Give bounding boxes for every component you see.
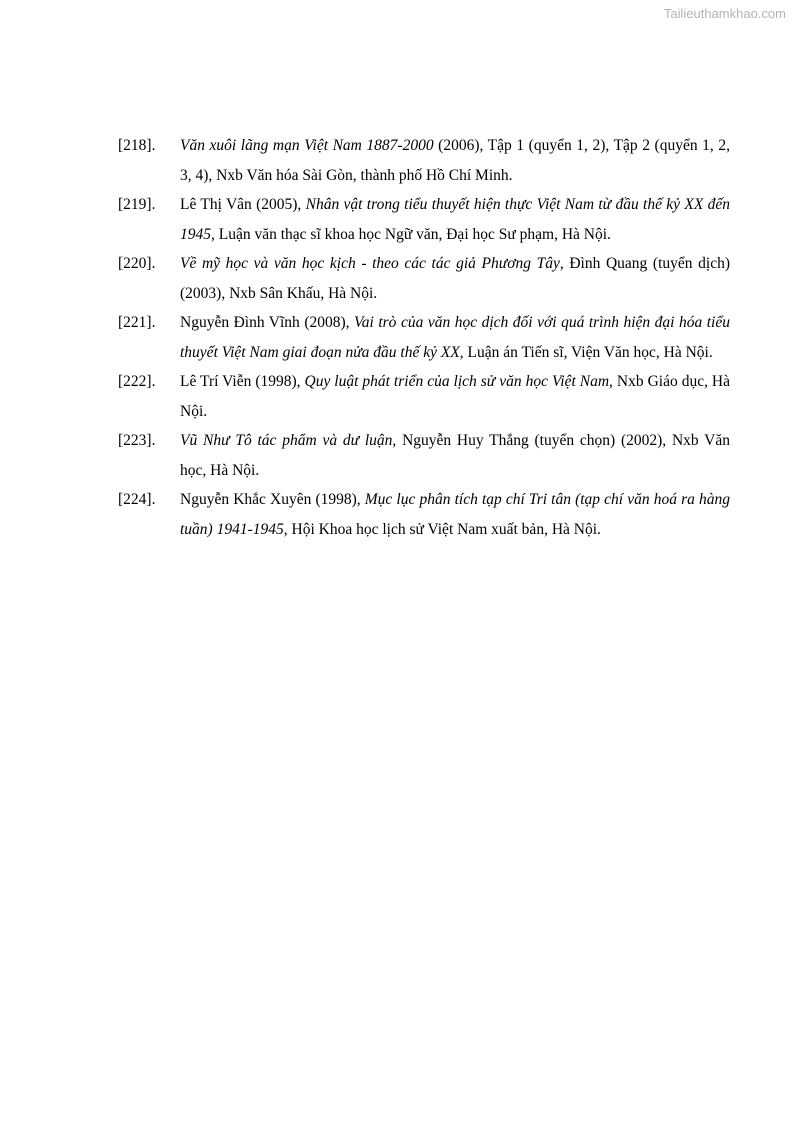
reference-text bbox=[180, 432, 730, 479]
reference-title: Về mỹ học và văn học kịch - theo các tác giả Phương Tây bbox=[180, 255, 560, 272]
reference-number: [222]. bbox=[118, 373, 156, 390]
reference-text bbox=[180, 314, 730, 361]
reference-number: [223]. bbox=[118, 432, 156, 449]
reference-title: Vai trò của văn học dịch đối với quá trình hiện đại hóa tiểu thuyết Việt Nam giai đoạn nửa đầu thế kỷ XX bbox=[180, 314, 730, 361]
reference-text bbox=[180, 137, 730, 184]
reference-number: [221]. bbox=[118, 314, 156, 331]
reference-item bbox=[118, 190, 730, 249]
watermark-text: Tailieuthamkhao.com bbox=[663, 6, 786, 21]
reference-detail: , Luận án Tiến sĩ, Viện Văn học, Hà Nội. bbox=[459, 343, 713, 361]
reference-detail: , Đình Quang (tuyển dịch) (2003), Nxb Sân Khấu, Hà Nội. bbox=[180, 255, 730, 302]
reference-detail: Lê Thị Vân (2005), bbox=[180, 196, 306, 213]
reference-item bbox=[118, 131, 730, 190]
reference-detail: , Nguyễn Huy Thắng (tuyển chọn) (2002), Nxb Văn học, Hà Nội. bbox=[180, 432, 730, 479]
reference-number: [218]. bbox=[118, 137, 156, 154]
reference-detail: (2006), Tập 1 (quyển 1, 2), Tập 2 (quyển 1, 2, 3, 4), Nxb Văn hóa Sài Gòn, thành phố Hồ Chí Minh. bbox=[180, 137, 730, 184]
reference-item bbox=[118, 426, 730, 485]
reference-item bbox=[118, 485, 730, 544]
reference-text bbox=[180, 373, 730, 420]
reference-number: [219]. bbox=[118, 196, 156, 213]
reference-list bbox=[118, 131, 730, 544]
reference-item bbox=[118, 308, 730, 367]
reference-detail: Nguyễn Đình Vĩnh (2008), bbox=[180, 314, 355, 331]
reference-title: Nhân vật trong tiểu thuyết hiện thực Việt Nam từ đầu thế kỷ XX đến 1945 bbox=[180, 196, 731, 243]
reference-detail: Lê Trí Viễn (1998), bbox=[180, 373, 305, 390]
reference-detail: , Nxb Giáo dục, Hà Nội. bbox=[180, 373, 730, 420]
reference-number: [220]. bbox=[118, 255, 156, 272]
reference-text bbox=[180, 491, 730, 538]
reference-title: Quy luật phát triển của lịch sử văn học Việt Nam bbox=[304, 373, 610, 390]
reference-text bbox=[180, 196, 730, 243]
reference-text bbox=[180, 255, 730, 302]
reference-number: [224]. bbox=[118, 491, 156, 508]
reference-detail: , Hội Khoa học lịch sử Việt Nam xuất bản, Hà Nội. bbox=[283, 520, 601, 538]
reference-title: Văn xuôi lãng mạn Việt Nam 1887-2000 bbox=[180, 137, 434, 154]
reference-item bbox=[118, 249, 730, 308]
reference-detail: , Luận văn thạc sĩ khoa học Ngữ văn, Đại học Sư phạm, Hà Nội. bbox=[211, 225, 611, 243]
reference-detail: Nguyễn Khắc Xuyên (1998), bbox=[180, 491, 365, 508]
reference-title: Mục lục phân tích tạp chí Tri tân (tạp chí văn hoá ra hàng tuần) 1941-1945 bbox=[180, 491, 730, 538]
reference-item bbox=[118, 367, 730, 426]
reference-title: Vũ Như Tô tác phẩm và dư luận bbox=[180, 432, 393, 449]
